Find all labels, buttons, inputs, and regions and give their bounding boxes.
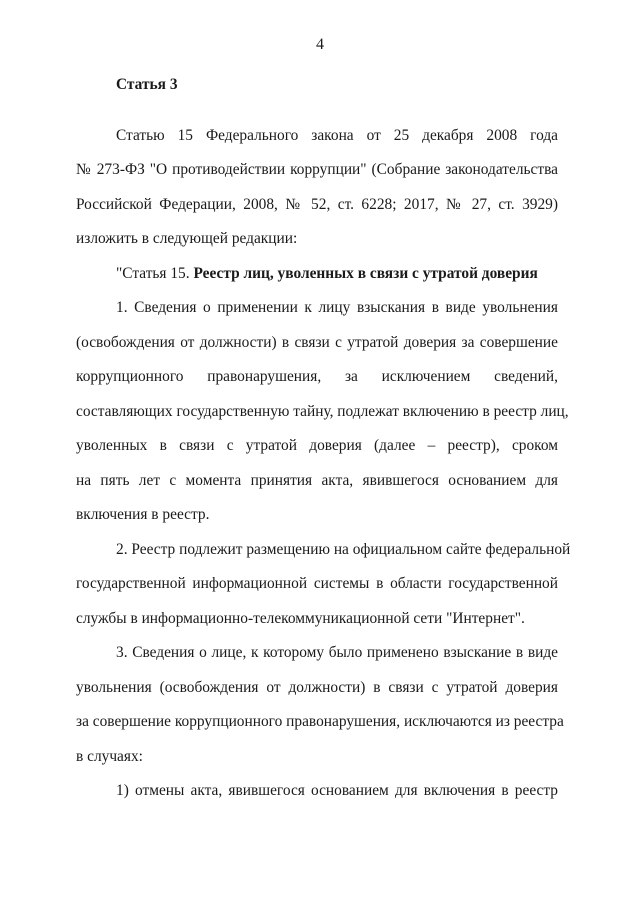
paragraph-3	[76, 636, 564, 774]
intro-line: Российской Федерации, 2008, № 52, ст. 6228; 2017, № 27, ст. 3929)	[76, 195, 558, 213]
paragraph-line: за совершение коррупционного правонарушения, исключаются из реестра	[76, 713, 564, 730]
paragraph-line: государственной информационной системы в области государственной	[76, 575, 558, 592]
spacer	[76, 103, 558, 119]
intro-line: изложить в следующей редакции:	[76, 230, 298, 247]
intro-line: Статью 15 Федерального закона от 25 декабря 2008 года	[116, 126, 558, 144]
list-item-1	[76, 774, 558, 809]
intro-line: № 273-ФЗ "О противодействии коррупции" (Собрание законодательства	[76, 161, 558, 178]
paragraph-line: 3. Сведения о лице, к которому было применено взыскание в виде	[116, 644, 558, 661]
new-article-title: Реестр лиц, уволенных в связи с утратой доверия	[193, 264, 538, 282]
paragraph-1	[76, 291, 569, 533]
paragraph-line: 2. Реестр подлежит размещению на официальном сайте федеральной	[116, 540, 571, 558]
article-heading: Статья 3	[116, 76, 178, 93]
paragraph-line: 1. Сведения о применении к лицу взыскания в виде увольнения	[116, 299, 558, 316]
paragraph-line: на пять лет с момента принятия акта, явившегося основанием для	[76, 471, 558, 489]
new-article-prefix: "Статья 15.	[116, 264, 194, 282]
paragraph-2	[76, 533, 571, 637]
paragraph-line: составляющих государственную тайну, подлежат включению в реестр лиц,	[76, 402, 569, 420]
paragraph-line: коррупционного правонарушения, за исключением сведений,	[76, 368, 558, 385]
paragraph-line: (освобождения от должности) в связи с утратой доверия за совершение	[76, 333, 558, 351]
paragraph-line: службы в информационно-телекоммуникационной сети "Интернет".	[76, 609, 525, 627]
list-item-line: 1) отмены акта, явившегося основанием для включения в реестр	[116, 782, 558, 799]
new-article-heading	[76, 257, 558, 292]
page-number: 4	[316, 36, 324, 53]
paragraph-line: включения в реестр.	[76, 506, 210, 523]
document-body	[76, 68, 571, 809]
paragraph-line: уволенных в связи с утратой доверия (далее – реестр), сроком	[76, 437, 558, 454]
paragraph-line: увольнения (освобождения от должности) в связи с утратой доверия	[76, 678, 558, 696]
intro-paragraph	[76, 119, 558, 257]
paragraph-line: в случаях:	[76, 747, 143, 765]
